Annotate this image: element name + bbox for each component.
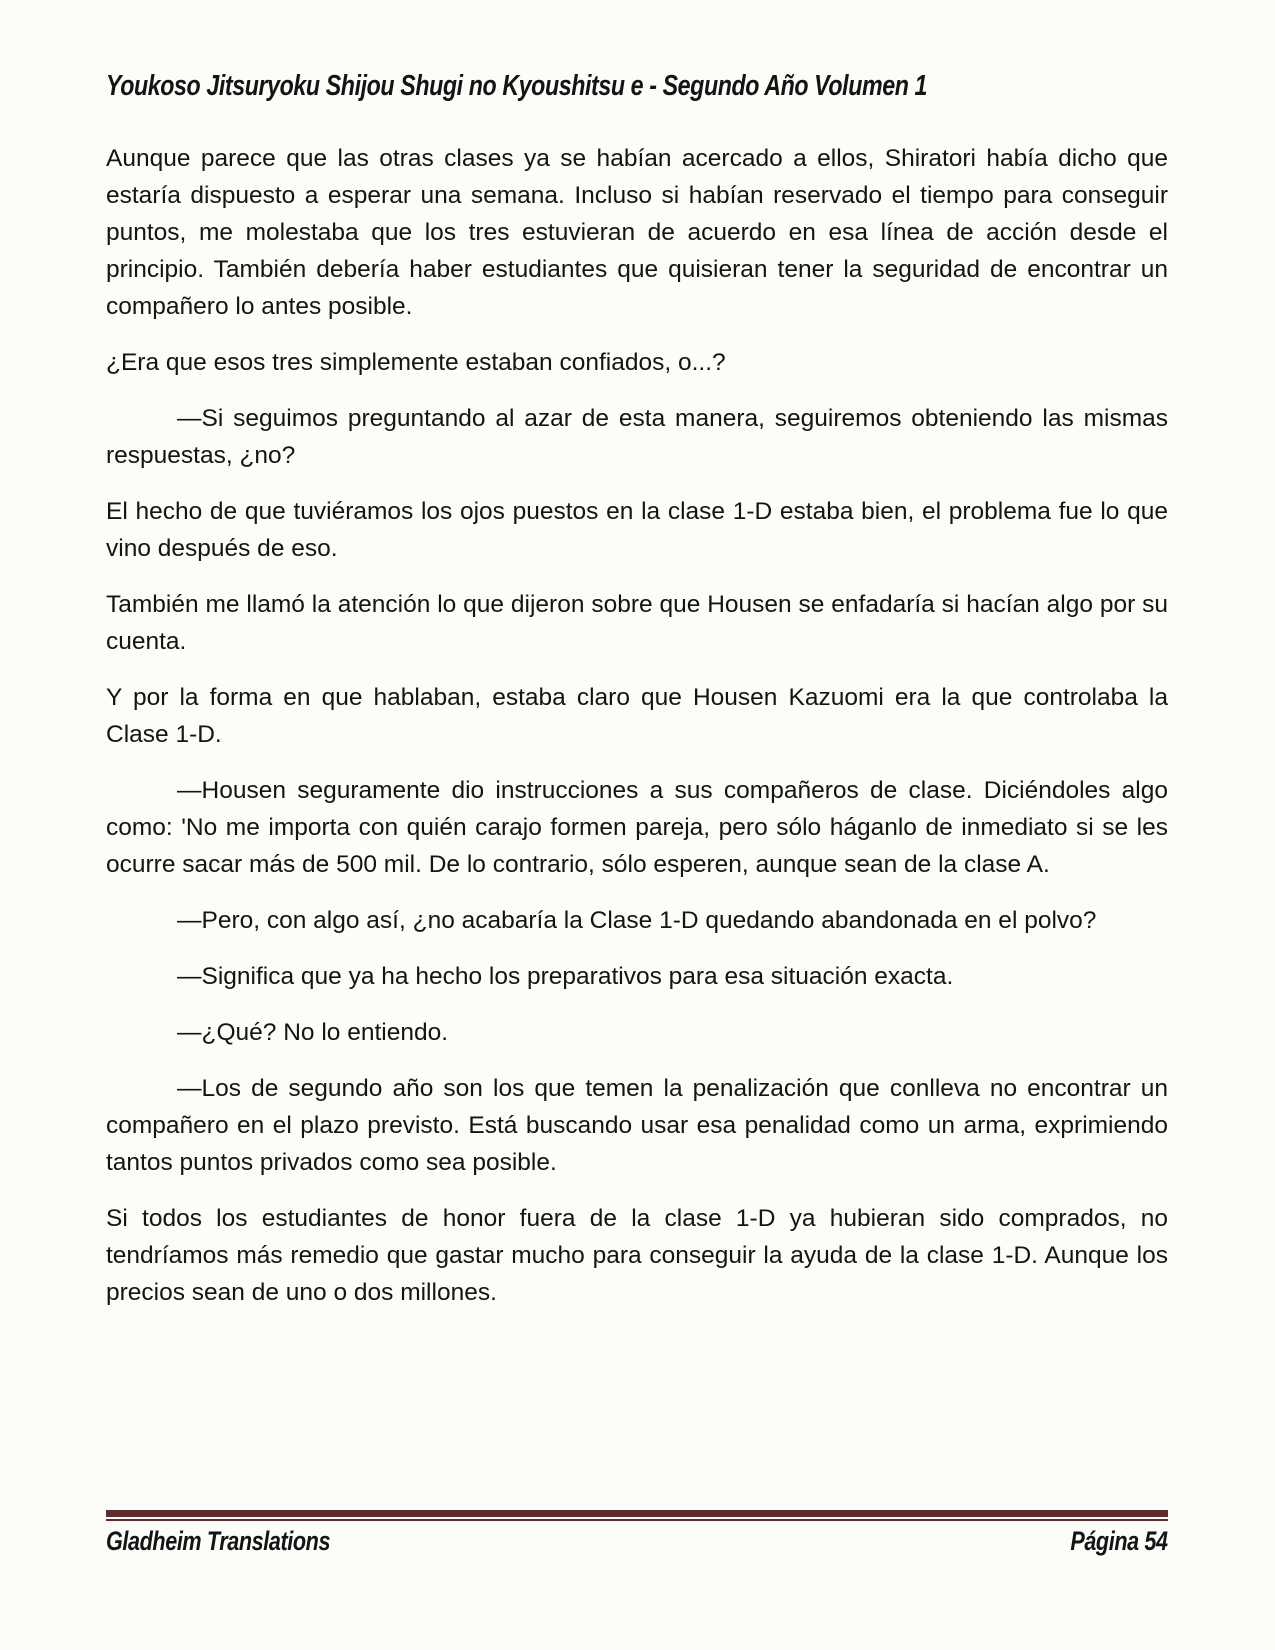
- paragraph: —Significa que ya ha hecho los preparativos para esa situación exacta.: [177, 963, 954, 990]
- paragraph: Aunque parece que las otras clases ya se habían acercado a ellos, Shiratori había dicho que estaría dispuesto a esperar una semana. Incluso si habían reservado el tiempo para conseguir puntos, me molestaba que los tres estuvieran de acuerdo en esa línea de acción desde el principio. También debería haber estudiantes que quisieran tener la seguridad de encontrar un compañero lo antes posible.: [106, 145, 1168, 320]
- page-footer: [106, 1510, 1168, 1650]
- paragraph: —Housen seguramente dio instrucciones a sus compañeros de clase. Diciéndoles algo como: 'No me importa con quién carajo formen pareja, pero sólo háganlo de inmediato si se les ocurre sacar más de 500 mil. De lo contrario, sólo esperen, aunque sean de la clase A.: [106, 777, 1168, 878]
- document-title: Youkoso Jitsuryoku Shijou Shugi no Kyoushitsu e - Segundo Año Volumen 1: [106, 70, 928, 102]
- paragraph: Si todos los estudiantes de honor fuera de la clase 1-D ya hubieran sido comprados, no tendríamos más remedio que gastar mucho para conseguir la ayuda de la clase 1-D. Aunque los precios sean de uno o dos millones.: [106, 1205, 1168, 1306]
- footer-text-row: [106, 1526, 1168, 1556]
- footer-rule-thick: [106, 1510, 1168, 1517]
- paragraph: También me llamó la atención lo que dijeron sobre que Housen se enfadaría si hacían algo por su cuenta.: [106, 591, 1168, 655]
- footer-rule-thin: [106, 1519, 1168, 1521]
- page-header: [106, 70, 1168, 103]
- paragraph: —¿Qué? No lo entiendo.: [177, 1019, 449, 1046]
- translator-credit: Gladheim Translations: [106, 1526, 331, 1556]
- paragraph: El hecho de que tuviéramos los ojos puestos en la clase 1-D estaba bien, el problema fue lo que vino después de eso.: [106, 498, 1168, 562]
- paragraph: —Pero, con algo así, ¿no acabaría la Clase 1-D quedando abandonada en el polvo?: [177, 907, 1097, 934]
- paragraph: —Los de segundo año son los que temen la penalización que conlleva no encontrar un compañero en el plazo previsto. Está buscando usar esa penalidad como un arma, exprimiendo tantos puntos privados como sea posible.: [106, 1075, 1168, 1176]
- body-paragraphs: [106, 140, 1168, 1330]
- paragraph: ¿Era que esos tres simplemente estaban confiados, o...?: [106, 349, 726, 376]
- page-number: Página 54: [1070, 1526, 1168, 1556]
- paragraph: Y por la forma en que hablaban, estaba claro que Housen Kazuomi era la que controlaba la Clase 1-D.: [106, 684, 1168, 748]
- paragraph: —Si seguimos preguntando al azar de esta manera, seguiremos obteniendo las mismas respuestas, ¿no?: [106, 405, 1168, 469]
